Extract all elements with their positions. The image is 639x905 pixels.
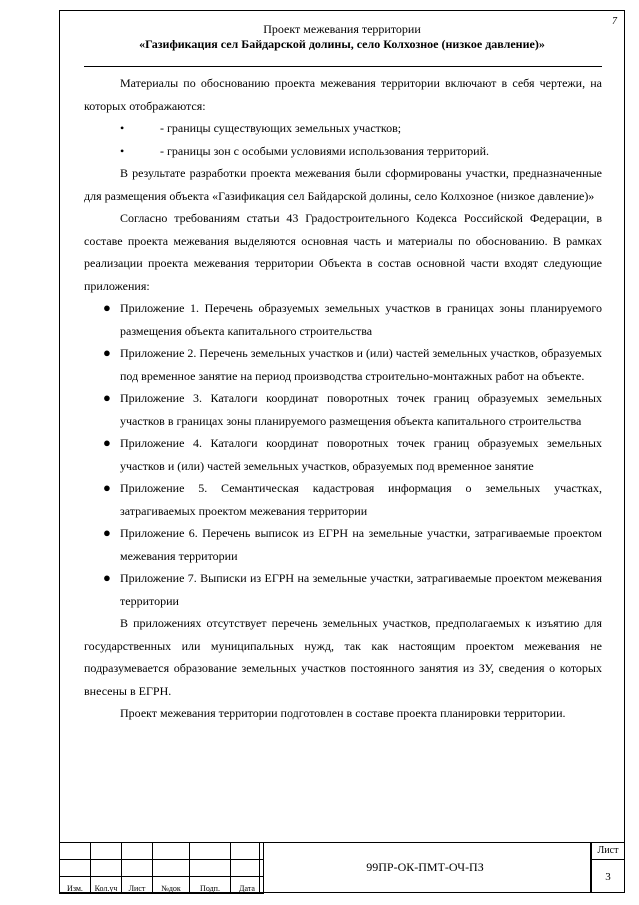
bullet-icon: ●: [103, 300, 111, 315]
appendix-item: [84, 432, 602, 477]
document-body: [84, 72, 602, 725]
dash-list-item: [84, 117, 602, 140]
column-label: Подп.: [190, 877, 231, 894]
bullet-icon: ●: [103, 570, 111, 585]
bullet-icon: •: [120, 143, 125, 158]
appendix-item: [84, 342, 602, 387]
appendix-text: Приложение 6. Перечень выписок из ЕГРН на земельные участки, затрагиваемые проектом межевания территории: [120, 526, 602, 563]
paragraph-conclusion: Проект межевания территории подготовлен в составе проекта планировки территории.: [120, 706, 566, 720]
appendix-text: Приложение 3. Каталоги координат поворотных точек границ образуемых земельных участков в границах зоны планируемого размещения объекта капитального строительства: [120, 391, 602, 428]
column-label: Изм.: [60, 877, 91, 894]
paragraph-withdrawal: В приложениях отсутствует перечень земельных участков, предполагаемых к изъятию для государственных или муниципальных нужд, так как настоящим проектом межевания не подразумевается образование земельных участков постоянного занятия из ЗУ, сведения о которых внесены в ЕГРН.: [84, 616, 602, 698]
document-header: [60, 22, 624, 52]
sheet-number: 3: [605, 871, 611, 883]
dash-list-item: [84, 140, 602, 163]
bullet-icon: ●: [103, 435, 111, 450]
appendix-item: [84, 522, 602, 567]
appendix-item: [84, 297, 602, 342]
paragraph-requirements: Согласно требованиям статьи 43 Градостроительного Кодекса Российской Федерации, в составе проекта межевания выделяются основная часть и материалы по обоснованию. В рамках реализации проекта межевания территории Объекта в состав основной части входят следующие приложения:: [84, 211, 602, 293]
header-title: Проект межевания территории: [263, 22, 421, 36]
bullet-icon: ●: [103, 390, 111, 405]
revision-table: [59, 842, 264, 894]
appendix-item: [84, 567, 602, 612]
column-label: №док: [153, 877, 190, 894]
appendix-text: Приложение 7. Выписки из ЕГРН на земельные участки, затрагиваемые проектом межевания территории: [120, 571, 602, 608]
bullet-icon: ●: [103, 345, 111, 360]
column-label: Лист: [122, 877, 153, 894]
column-label: Кол.уч: [91, 877, 122, 894]
bullet-icon: •: [120, 121, 125, 135]
sheet-label: Лист: [592, 843, 624, 860]
appendix-item: [84, 387, 602, 432]
appendix-text: Приложение 2. Перечень земельных участков и (или) частей земельных участков, образуемых под временное занятие на период производства строительно-монтажных работ на объекте.: [120, 346, 602, 383]
header-divider: [84, 66, 602, 67]
appendix-item: [84, 477, 602, 522]
appendix-text: Приложение 5. Семантическая кадастровая информация о земельных участках, затрагиваемых проектом межевания территории: [120, 481, 602, 518]
column-label: Дата: [231, 877, 264, 894]
header-subtitle: «Газификация сел Байдарской долины, село Колхозное (низкое давление)»: [139, 37, 545, 51]
paragraph-materials: Материалы по обоснованию проекта межевания территории включают в себя чертежи, на которых отображаются:: [84, 76, 602, 113]
page-number: 7: [612, 16, 617, 27]
appendix-list: [84, 297, 602, 612]
document-code: 99ПР-ОК-ПМТ-ОЧ-ПЗ: [259, 842, 591, 893]
title-block: [59, 842, 625, 893]
dash-item-text: - границы существующих земельных участков;: [160, 121, 402, 135]
sheet-box: [591, 842, 625, 893]
paragraph-result: В результате разработки проекта межевания были сформированы участки, предназначенные для размещения объекта «Газификация сел Байдарской долины, село Колхозное (низкое давление)»: [84, 166, 602, 203]
bullet-icon: ●: [103, 480, 111, 495]
appendix-text: Приложение 1. Перечень образуемых земельных участков в границах зоны планируемого размещения объекта капитального строительства: [120, 301, 602, 338]
appendix-text: Приложение 4. Каталоги координат поворотных точек границ образуемых земельных участков и (или) частей земельных участков, образуемых под временное занятие: [120, 436, 602, 473]
bullet-icon: ●: [103, 525, 111, 540]
dash-item-text: - границы зон с особыми условиями использования территорий.: [160, 143, 489, 158]
